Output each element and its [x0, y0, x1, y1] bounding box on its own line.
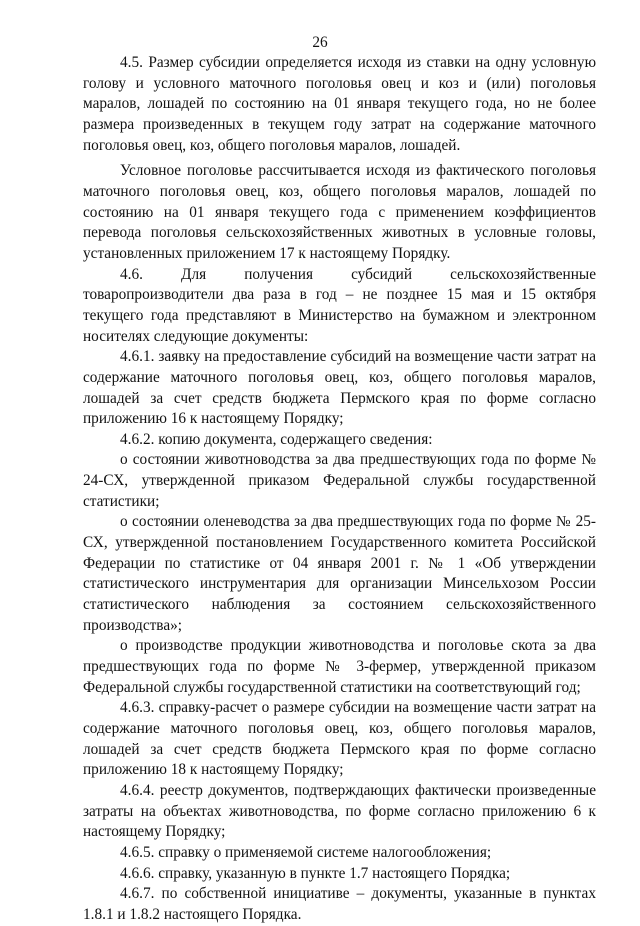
paragraph-4-6-2: 4.6.2. копию документа, содержащего сведения: — [120, 430, 433, 448]
paragraph-livestock-state: о состоянии животноводства за два предшествующих года по форме № 24-СХ, утвержденной приказом Федеральной службы государственной статистики; — [83, 451, 596, 510]
paragraph-production: о производстве продукции животноводства и поголовье скота за два предшествующих года по форме № 3-фермер, утвержденной приказом Федеральной службы государственной статистики на соответствующий год; — [83, 637, 596, 696]
page-number: 26 — [312, 34, 328, 51]
paragraph-4-6-4: 4.6.4. реестр документов, подтверждающих фактически произведенные затраты на объектах животноводства, по форме согласно приложению 6 к настоящему Порядку; — [83, 781, 596, 841]
paragraph-4-6-6: 4.6.6. справку, указанную в пункте 1.7 настоящего Порядка; — [120, 864, 511, 882]
document-body — [83, 53, 596, 926]
paragraph-4-6-1: 4.6.1. заявку на предоставление субсидий на возмещение части затрат на содержание маточного поголовья овец, коз, общего поголовья маралов, лошадей за счет средств бюджета Пермского края по форме согласно приложению 16 к настоящему Порядку; — [83, 348, 596, 428]
paragraph-reindeer-state: о состоянии оленеводства за два предшествующих года по форме № 25-СХ, утвержденной постановлением Государственного комитета Российской Федерации по статистике от 04 января 2001 г. № 1 «Об утверждении статистического инструментария для организации Минсельхозом России статистического наблюдения за состоянием сельскохозяйственного производства»; — [83, 513, 596, 634]
paragraph-4-5: 4.5. Размер субсидии определяется исходя из ставки на одну условную голову и условного маточного поголовья овец и коз и (или) поголовья маралов, лошадей по состоянию на 01 января текущего года, но не более размера произведенных в текущем году затрат на содержание маточного поголовья овец, коз, общего поголовья маралов, лошадей. — [83, 54, 596, 154]
paragraph-4-6-5: 4.6.5. справку о применяемой системе налогообложения; — [120, 843, 492, 861]
paragraph-conditional-livestock: Условное поголовье рассчитывается исходя из фактического поголовья маточного поголовья овец, коз, общего поголовья маралов, лошадей по состоянию на 01 января текущего года с применением коэффициентов перевода поголовья сельскохозяйственных животных в условные головы, установленных приложением 17 к настоящему Порядку. — [83, 162, 596, 262]
paragraph-4-6-7: 4.6.7. по собственной инициативе – документы, указанные в пунктах 1.8.1 и 1.8.2 настоящего Порядка. — [83, 885, 596, 923]
paragraph-4-6: 4.6. Для получения субсидий сельскохозяйственные товаропроизводители два раза в год – не позднее 15 мая и 15 октября текущего года представляют в Министерство на бумажном и электронном носителях следующие документы: — [83, 265, 596, 345]
paragraph-4-6-3: 4.6.3. справку-расчет о размере субсидии на возмещение части затрат на содержание маточного поголовья овец, коз, общего поголовья маралов, лошадей за счет средств бюджета Пермского края по форме согласно приложению 18 к настоящему Порядку; — [83, 699, 596, 779]
